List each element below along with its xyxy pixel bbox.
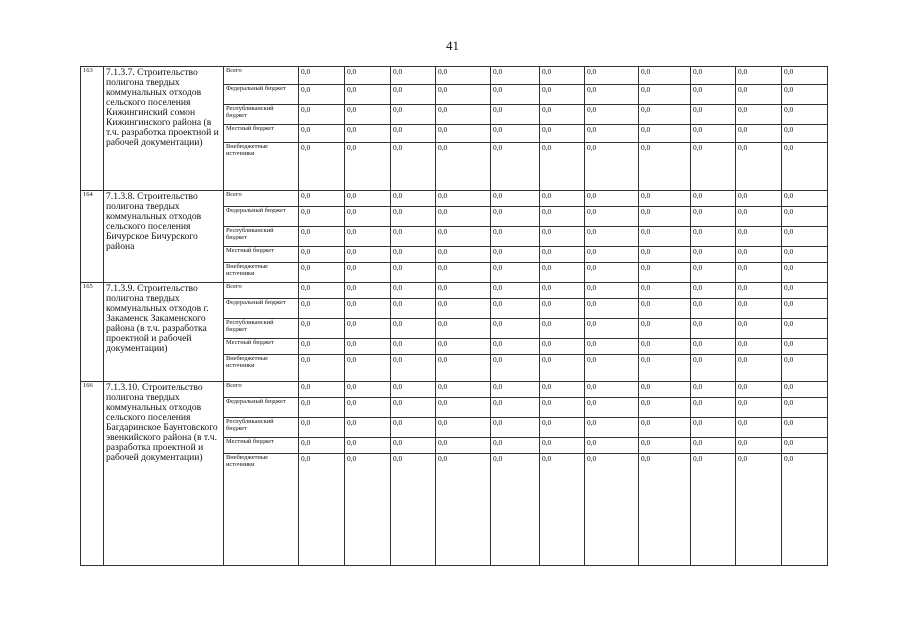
funding-source-cell: Местный бюджет xyxy=(224,125,299,143)
value-cell: 0,0 xyxy=(782,355,828,382)
value-cell: 0,0 xyxy=(736,283,782,299)
value-cell: 0,0 xyxy=(299,454,345,566)
value-cell: 0,0 xyxy=(585,143,639,191)
table-row xyxy=(81,382,828,398)
funding-source-cell: Местный бюджет xyxy=(224,247,299,263)
row-number-cell: 163 xyxy=(81,67,104,191)
value-cell: 0,0 xyxy=(436,67,491,85)
value-cell: 0,0 xyxy=(540,67,585,85)
value-cell: 0,0 xyxy=(391,105,436,125)
value-cell: 0,0 xyxy=(540,125,585,143)
value-cell: 0,0 xyxy=(585,299,639,319)
value-cell: 0,0 xyxy=(691,263,736,283)
value-cell: 0,0 xyxy=(585,355,639,382)
value-cell: 0,0 xyxy=(391,299,436,319)
budget-table xyxy=(80,66,828,566)
value-cell: 0,0 xyxy=(736,125,782,143)
value-cell: 0,0 xyxy=(736,247,782,263)
value-cell: 0,0 xyxy=(345,283,391,299)
value-cell: 0,0 xyxy=(491,85,540,105)
value-cell: 0,0 xyxy=(436,191,491,207)
value-cell: 0,0 xyxy=(491,355,540,382)
funding-source-cell: Республиканский бюджет xyxy=(224,227,299,247)
value-cell: 0,0 xyxy=(585,319,639,339)
value-cell: 0,0 xyxy=(299,382,345,398)
value-cell: 0,0 xyxy=(491,67,540,85)
value-cell: 0,0 xyxy=(436,247,491,263)
funding-source-cell: Федеральный бюджет xyxy=(224,85,299,105)
value-cell: 0,0 xyxy=(585,283,639,299)
value-cell: 0,0 xyxy=(540,454,585,566)
value-cell: 0,0 xyxy=(691,438,736,454)
value-cell: 0,0 xyxy=(345,382,391,398)
value-cell: 0,0 xyxy=(691,247,736,263)
value-cell: 0,0 xyxy=(639,355,691,382)
value-cell: 0,0 xyxy=(585,382,639,398)
value-cell: 0,0 xyxy=(691,339,736,355)
value-cell: 0,0 xyxy=(345,263,391,283)
value-cell: 0,0 xyxy=(345,143,391,191)
value-cell: 0,0 xyxy=(491,418,540,438)
value-cell: 0,0 xyxy=(491,247,540,263)
funding-source-cell: Всего xyxy=(224,191,299,207)
project-name-cell: 7.1.3.8. Строительство полигона твердых коммунальных отходов сельского поселения Бичурское Бичурского района xyxy=(104,191,224,283)
value-cell: 0,0 xyxy=(391,438,436,454)
value-cell: 0,0 xyxy=(345,319,391,339)
value-cell: 0,0 xyxy=(540,382,585,398)
value-cell: 0,0 xyxy=(299,283,345,299)
value-cell: 0,0 xyxy=(585,85,639,105)
value-cell: 0,0 xyxy=(585,398,639,418)
value-cell: 0,0 xyxy=(391,125,436,143)
value-cell: 0,0 xyxy=(736,398,782,418)
value-cell: 0,0 xyxy=(436,418,491,438)
value-cell: 0,0 xyxy=(299,398,345,418)
funding-source-cell: Всего xyxy=(224,67,299,85)
table-body xyxy=(81,67,828,566)
value-cell: 0,0 xyxy=(691,454,736,566)
value-cell: 0,0 xyxy=(782,191,828,207)
value-cell: 0,0 xyxy=(345,207,391,227)
value-cell: 0,0 xyxy=(782,382,828,398)
value-cell: 0,0 xyxy=(639,382,691,398)
value-cell: 0,0 xyxy=(299,263,345,283)
value-cell: 0,0 xyxy=(585,418,639,438)
value-cell: 0,0 xyxy=(585,438,639,454)
funding-source-cell: Республиканский бюджет xyxy=(224,418,299,438)
value-cell: 0,0 xyxy=(691,283,736,299)
value-cell: 0,0 xyxy=(639,339,691,355)
value-cell: 0,0 xyxy=(691,105,736,125)
value-cell: 0,0 xyxy=(736,382,782,398)
value-cell: 0,0 xyxy=(691,299,736,319)
value-cell: 0,0 xyxy=(436,283,491,299)
value-cell: 0,0 xyxy=(540,207,585,227)
value-cell: 0,0 xyxy=(391,319,436,339)
value-cell: 0,0 xyxy=(736,319,782,339)
value-cell: 0,0 xyxy=(491,339,540,355)
value-cell: 0,0 xyxy=(691,382,736,398)
value-cell: 0,0 xyxy=(782,263,828,283)
value-cell: 0,0 xyxy=(782,438,828,454)
value-cell: 0,0 xyxy=(391,398,436,418)
value-cell: 0,0 xyxy=(345,454,391,566)
value-cell: 0,0 xyxy=(782,247,828,263)
value-cell: 0,0 xyxy=(345,355,391,382)
value-cell: 0,0 xyxy=(639,143,691,191)
value-cell: 0,0 xyxy=(639,283,691,299)
value-cell: 0,0 xyxy=(491,105,540,125)
value-cell: 0,0 xyxy=(299,339,345,355)
value-cell: 0,0 xyxy=(540,299,585,319)
value-cell: 0,0 xyxy=(540,398,585,418)
value-cell: 0,0 xyxy=(691,207,736,227)
value-cell: 0,0 xyxy=(436,454,491,566)
value-cell: 0,0 xyxy=(540,263,585,283)
funding-source-cell: Внебюджетные источники xyxy=(224,263,299,283)
value-cell: 0,0 xyxy=(639,67,691,85)
value-cell: 0,0 xyxy=(585,207,639,227)
value-cell: 0,0 xyxy=(299,227,345,247)
value-cell: 0,0 xyxy=(391,191,436,207)
value-cell: 0,0 xyxy=(491,319,540,339)
value-cell: 0,0 xyxy=(639,299,691,319)
value-cell: 0,0 xyxy=(540,247,585,263)
value-cell: 0,0 xyxy=(436,355,491,382)
value-cell: 0,0 xyxy=(436,143,491,191)
value-cell: 0,0 xyxy=(436,125,491,143)
value-cell: 0,0 xyxy=(639,207,691,227)
value-cell: 0,0 xyxy=(736,85,782,105)
value-cell: 0,0 xyxy=(540,191,585,207)
value-cell: 0,0 xyxy=(491,398,540,418)
value-cell: 0,0 xyxy=(391,143,436,191)
value-cell: 0,0 xyxy=(299,105,345,125)
value-cell: 0,0 xyxy=(391,247,436,263)
value-cell: 0,0 xyxy=(782,319,828,339)
value-cell: 0,0 xyxy=(299,207,345,227)
value-cell: 0,0 xyxy=(782,207,828,227)
value-cell: 0,0 xyxy=(639,418,691,438)
row-number-cell: 166 xyxy=(81,382,104,566)
funding-source-cell: Местный бюджет xyxy=(224,438,299,454)
value-cell: 0,0 xyxy=(736,418,782,438)
value-cell: 0,0 xyxy=(585,67,639,85)
value-cell: 0,0 xyxy=(585,105,639,125)
value-cell: 0,0 xyxy=(491,227,540,247)
value-cell: 0,0 xyxy=(491,283,540,299)
value-cell: 0,0 xyxy=(585,125,639,143)
value-cell: 0,0 xyxy=(782,227,828,247)
value-cell: 0,0 xyxy=(736,438,782,454)
funding-source-cell: Республиканский бюджет xyxy=(224,319,299,339)
value-cell: 0,0 xyxy=(299,319,345,339)
value-cell: 0,0 xyxy=(540,319,585,339)
value-cell: 0,0 xyxy=(391,207,436,227)
value-cell: 0,0 xyxy=(345,438,391,454)
value-cell: 0,0 xyxy=(391,227,436,247)
row-number-cell: 165 xyxy=(81,283,104,382)
value-cell: 0,0 xyxy=(345,398,391,418)
funding-source-cell: Республиканский бюджет xyxy=(224,105,299,125)
value-cell: 0,0 xyxy=(540,355,585,382)
value-cell: 0,0 xyxy=(391,67,436,85)
value-cell: 0,0 xyxy=(391,263,436,283)
table-row xyxy=(81,67,828,85)
value-cell: 0,0 xyxy=(782,418,828,438)
value-cell: 0,0 xyxy=(782,283,828,299)
value-cell: 0,0 xyxy=(299,247,345,263)
value-cell: 0,0 xyxy=(782,105,828,125)
value-cell: 0,0 xyxy=(540,339,585,355)
value-cell: 0,0 xyxy=(299,85,345,105)
value-cell: 0,0 xyxy=(436,438,491,454)
value-cell: 0,0 xyxy=(299,418,345,438)
value-cell: 0,0 xyxy=(585,247,639,263)
value-cell: 0,0 xyxy=(782,299,828,319)
value-cell: 0,0 xyxy=(540,85,585,105)
value-cell: 0,0 xyxy=(345,299,391,319)
value-cell: 0,0 xyxy=(691,125,736,143)
value-cell: 0,0 xyxy=(639,398,691,418)
value-cell: 0,0 xyxy=(436,85,491,105)
value-cell: 0,0 xyxy=(782,85,828,105)
value-cell: 0,0 xyxy=(639,247,691,263)
value-cell: 0,0 xyxy=(691,143,736,191)
value-cell: 0,0 xyxy=(391,418,436,438)
value-cell: 0,0 xyxy=(491,125,540,143)
value-cell: 0,0 xyxy=(436,105,491,125)
value-cell: 0,0 xyxy=(691,319,736,339)
value-cell: 0,0 xyxy=(391,85,436,105)
value-cell: 0,0 xyxy=(540,105,585,125)
value-cell: 0,0 xyxy=(345,191,391,207)
value-cell: 0,0 xyxy=(691,191,736,207)
value-cell: 0,0 xyxy=(691,418,736,438)
value-cell: 0,0 xyxy=(639,191,691,207)
value-cell: 0,0 xyxy=(436,299,491,319)
funding-source-cell: Всего xyxy=(224,382,299,398)
value-cell: 0,0 xyxy=(436,382,491,398)
value-cell: 0,0 xyxy=(436,319,491,339)
value-cell: 0,0 xyxy=(691,67,736,85)
value-cell: 0,0 xyxy=(491,382,540,398)
project-name-cell: 7.1.3.9. Строительство полигона твердых коммунальных отходов г. Закаменск Закаменского района (в т.ч. разработка проектной и рабочей документации) xyxy=(104,283,224,382)
value-cell: 0,0 xyxy=(491,207,540,227)
value-cell: 0,0 xyxy=(491,143,540,191)
value-cell: 0,0 xyxy=(299,125,345,143)
value-cell: 0,0 xyxy=(639,319,691,339)
value-cell: 0,0 xyxy=(540,438,585,454)
value-cell: 0,0 xyxy=(345,67,391,85)
project-name-cell: 7.1.3.10. Строительство полигона твердых коммунальных отходов сельского поселения Багдаринское Баунтовского эвенкийского района (в т.ч. разработка проектной и рабочей документации) xyxy=(104,382,224,566)
value-cell: 0,0 xyxy=(436,207,491,227)
value-cell: 0,0 xyxy=(491,454,540,566)
value-cell: 0,0 xyxy=(639,105,691,125)
value-cell: 0,0 xyxy=(736,355,782,382)
value-cell: 0,0 xyxy=(782,143,828,191)
value-cell: 0,0 xyxy=(782,125,828,143)
table-row xyxy=(81,283,828,299)
funding-source-cell: Федеральный бюджет xyxy=(224,398,299,418)
value-cell: 0,0 xyxy=(299,143,345,191)
funding-source-cell: Местный бюджет xyxy=(224,339,299,355)
value-cell: 0,0 xyxy=(345,227,391,247)
value-cell: 0,0 xyxy=(639,438,691,454)
value-cell: 0,0 xyxy=(585,227,639,247)
value-cell: 0,0 xyxy=(345,247,391,263)
value-cell: 0,0 xyxy=(691,398,736,418)
value-cell: 0,0 xyxy=(345,339,391,355)
value-cell: 0,0 xyxy=(299,299,345,319)
value-cell: 0,0 xyxy=(391,339,436,355)
value-cell: 0,0 xyxy=(436,339,491,355)
value-cell: 0,0 xyxy=(299,438,345,454)
table-row xyxy=(81,191,828,207)
value-cell: 0,0 xyxy=(491,263,540,283)
project-name-cell: 7.1.3.7. Строительство полигона твердых коммунальных отходов сельского поселения Кижингинский сомон Кижингинского района (в т.ч. разработка проектной и рабочей документации) xyxy=(104,67,224,191)
value-cell: 0,0 xyxy=(782,398,828,418)
value-cell: 0,0 xyxy=(540,283,585,299)
value-cell: 0,0 xyxy=(540,143,585,191)
value-cell: 0,0 xyxy=(345,85,391,105)
value-cell: 0,0 xyxy=(299,191,345,207)
value-cell: 0,0 xyxy=(436,227,491,247)
row-number-cell: 164 xyxy=(81,191,104,283)
funding-source-cell: Внебюджетные источники xyxy=(224,143,299,191)
value-cell: 0,0 xyxy=(736,454,782,566)
value-cell: 0,0 xyxy=(391,355,436,382)
value-cell: 0,0 xyxy=(782,67,828,85)
value-cell: 0,0 xyxy=(345,418,391,438)
value-cell: 0,0 xyxy=(736,207,782,227)
value-cell: 0,0 xyxy=(736,227,782,247)
value-cell: 0,0 xyxy=(491,438,540,454)
value-cell: 0,0 xyxy=(639,227,691,247)
value-cell: 0,0 xyxy=(691,85,736,105)
value-cell: 0,0 xyxy=(736,67,782,85)
page-number: 41 xyxy=(446,38,459,53)
value-cell: 0,0 xyxy=(436,263,491,283)
value-cell: 0,0 xyxy=(639,85,691,105)
value-cell: 0,0 xyxy=(736,143,782,191)
funding-source-cell: Всего xyxy=(224,283,299,299)
funding-source-cell: Внебюджетные источники xyxy=(224,454,299,566)
value-cell: 0,0 xyxy=(691,227,736,247)
value-cell: 0,0 xyxy=(345,125,391,143)
funding-source-cell: Федеральный бюджет xyxy=(224,299,299,319)
value-cell: 0,0 xyxy=(391,454,436,566)
value-cell: 0,0 xyxy=(585,263,639,283)
value-cell: 0,0 xyxy=(345,105,391,125)
value-cell: 0,0 xyxy=(782,454,828,566)
value-cell: 0,0 xyxy=(639,454,691,566)
value-cell: 0,0 xyxy=(299,355,345,382)
value-cell: 0,0 xyxy=(736,105,782,125)
value-cell: 0,0 xyxy=(639,263,691,283)
value-cell: 0,0 xyxy=(391,382,436,398)
value-cell: 0,0 xyxy=(782,339,828,355)
funding-source-cell: Федеральный бюджет xyxy=(224,207,299,227)
value-cell: 0,0 xyxy=(585,339,639,355)
value-cell: 0,0 xyxy=(540,227,585,247)
value-cell: 0,0 xyxy=(299,67,345,85)
value-cell: 0,0 xyxy=(491,191,540,207)
value-cell: 0,0 xyxy=(391,283,436,299)
value-cell: 0,0 xyxy=(540,418,585,438)
value-cell: 0,0 xyxy=(736,263,782,283)
value-cell: 0,0 xyxy=(736,191,782,207)
value-cell: 0,0 xyxy=(436,398,491,418)
funding-source-cell: Внебюджетные источники xyxy=(224,355,299,382)
value-cell: 0,0 xyxy=(691,355,736,382)
value-cell: 0,0 xyxy=(585,454,639,566)
value-cell: 0,0 xyxy=(491,299,540,319)
value-cell: 0,0 xyxy=(585,191,639,207)
value-cell: 0,0 xyxy=(639,125,691,143)
value-cell: 0,0 xyxy=(736,299,782,319)
value-cell: 0,0 xyxy=(736,339,782,355)
